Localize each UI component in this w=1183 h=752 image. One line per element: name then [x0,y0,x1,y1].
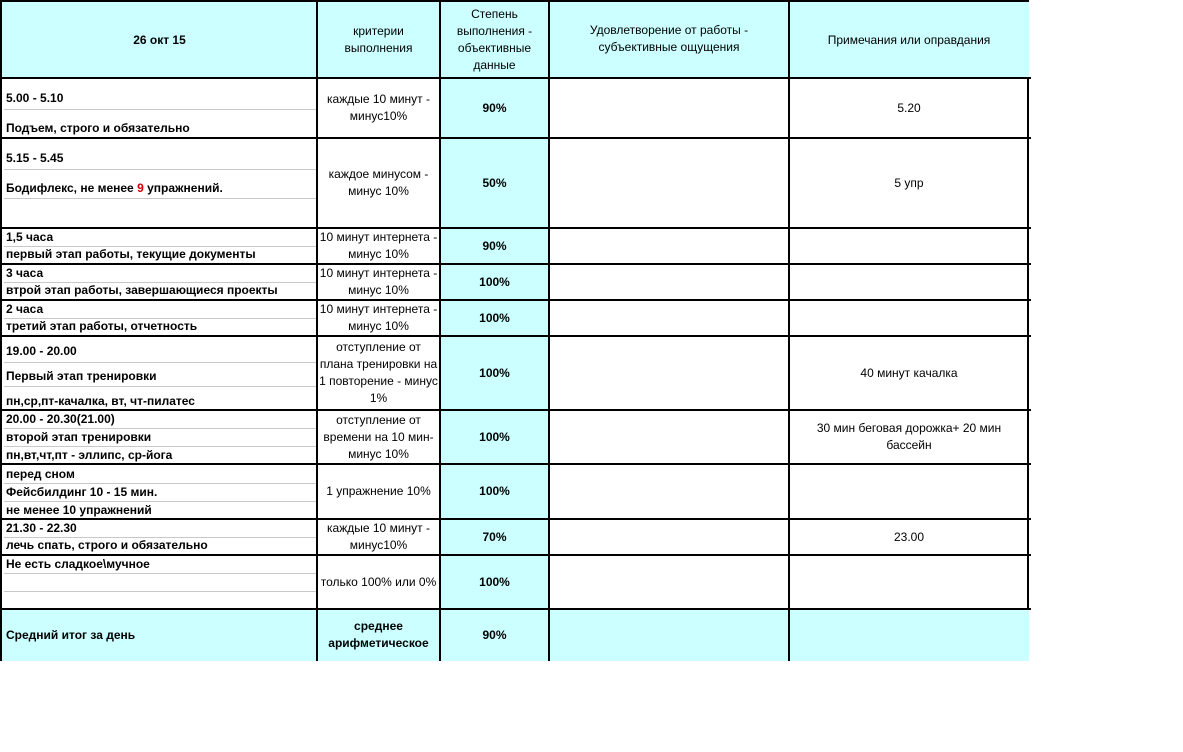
row-border [2,409,1031,411]
header-degree[interactable] [440,2,549,78]
table-row-4-criteria[interactable] [317,264,440,300]
degree-value: 70% [482,529,507,544]
table-row-10-criteria[interactable] [317,555,440,609]
task-line: Первый этап тренировки [6,369,157,383]
footer-label[interactable] [2,609,317,661]
header-criteria-text: критерии выполнения [344,24,413,55]
task-line: 5.15 - 5.45 [6,151,64,165]
header-notes[interactable] [789,2,1029,78]
table-row-8-degree[interactable] [440,464,549,519]
note-text: 5.20 [897,100,921,115]
footer-label-text: Средний итог за день [6,627,136,642]
criteria-text: 10 минут интернета - минус 10% [319,266,438,297]
footer-degree-value: 90% [482,627,507,642]
task-line: 5.00 - 5.10 [6,91,64,105]
table-row-1-note[interactable] [789,78,1029,138]
criteria-text: отступление от времени на 10 мин- минус 10% [323,412,434,461]
criteria-text: каждые 10 минут - минус10% [327,521,430,552]
row-border [2,608,1031,610]
task-line: Фейсбилдинг 10 - 15 мин. [6,485,158,499]
header-date-text: 26 окт 15 [133,32,186,47]
table-row-9-satisfaction[interactable] [549,519,789,555]
degree-value: 90% [482,100,507,115]
table-row-6-degree[interactable] [440,336,549,410]
table-row-5-satisfaction[interactable] [549,300,789,336]
task-line: 21.30 - 22.30 [6,521,77,535]
footer-note[interactable] [789,609,1029,661]
table-row-10-satisfaction[interactable] [549,555,789,609]
table-row-10-degree[interactable] [440,555,549,609]
criteria-text: отступление от плана тренировки на 1 повторение - минус 1% [319,340,438,405]
task-line: 3 часа [6,266,44,280]
table-row-7-degree[interactable] [440,410,549,464]
row-border [2,463,1031,465]
task-line: 2 часа [6,302,44,316]
task-line: Подъем, строго и обязательно [6,121,190,135]
table-row-1-criteria[interactable] [317,78,440,138]
table-row-6-criteria[interactable] [317,336,440,410]
table-row-2-note[interactable] [789,138,1029,228]
table-row-5-degree[interactable] [440,300,549,336]
note-text: 30 мин беговая дорожка+ 20 мин бассейн [816,421,1002,452]
header-date[interactable] [2,2,317,78]
row-border [2,518,1031,520]
table-row-4-satisfaction[interactable] [549,264,789,300]
row-border [2,554,1031,556]
row-border [2,77,1031,79]
task-line: второй этап тренировки [6,430,152,444]
column-divider [548,2,550,661]
header-degree-text: Степень выполнения - объективные данные [456,7,533,72]
table-row-1-task[interactable] [2,78,317,138]
task-line: не менее 10 упражнений [6,503,152,517]
criteria-text: только 100% или 0% [320,574,437,589]
table-row-5-task[interactable] [2,300,317,336]
footer-criteria[interactable] [317,609,440,661]
table-row-4-note[interactable] [789,264,1029,300]
degree-value: 100% [479,274,510,289]
table-row-5-criteria[interactable] [317,300,440,336]
row-border [2,299,1031,301]
table-row-9-degree[interactable] [440,519,549,555]
table-row-1-satisfaction[interactable] [549,78,789,138]
table-row-2-criteria[interactable] [317,138,440,228]
footer-satisfaction[interactable] [549,609,789,661]
table-row-9-task[interactable] [2,519,317,555]
header-notes-text: Примечания или оправдания [827,32,991,47]
row-border [2,263,1031,265]
note-text: 40 минут качалка [860,365,958,380]
criteria-text: 10 минут интернета - минус 10% [319,302,438,333]
degree-value: 100% [479,310,510,325]
row-divider [4,591,316,592]
table-row-8-criteria[interactable] [317,464,440,519]
table-row-9-note[interactable] [789,519,1029,555]
footer-criteria-text: среднее арифметическое [328,619,429,650]
degree-value: 100% [479,484,510,498]
table-row-9-criteria[interactable] [317,519,440,555]
row-divider [4,362,316,363]
header-criteria[interactable] [317,2,440,78]
table-row-6-satisfaction[interactable] [549,336,789,410]
table-row-7-task[interactable] [2,410,317,464]
criteria-text: каждое минусом - минус 10% [328,167,429,198]
row-border [2,137,1031,139]
task-line: 19.00 - 20.00 [6,344,77,358]
task-line: перед сном [6,467,75,481]
table-row-5-note[interactable] [789,300,1029,336]
row-divider [4,198,316,199]
table-row-1-degree[interactable] [440,78,549,138]
task-line: первый этап работы, текущие документы [6,247,256,261]
degree-value: 50% [482,175,507,190]
row-divider [4,169,316,170]
task-line: пн,вт,чт,пт - эллипс, ср-йога [6,448,173,462]
table-row-3-task[interactable] [2,228,317,264]
task-line: Не есть сладкое\мучное [6,557,150,571]
table-row-3-criteria[interactable] [317,228,440,264]
degree-value: 100% [479,365,510,380]
header-satisfaction[interactable] [549,2,789,78]
table-row-6-note[interactable] [789,336,1029,410]
table-row-2-satisfaction[interactable] [549,138,789,228]
table-row-7-criteria[interactable] [317,410,440,464]
task-text: Бодифлекс, не менее [6,181,138,195]
row-divider [4,573,316,574]
table-row-6-task[interactable] [2,336,317,410]
table-row-3-degree[interactable] [440,228,549,264]
row-border [2,227,1031,229]
row-divider [4,386,316,387]
task-text: упражнений. [143,181,223,195]
table-row-10-task[interactable] [2,555,317,609]
table-row-8-task[interactable] [2,464,317,519]
table-row-2-degree[interactable] [440,138,549,228]
task-line [6,180,223,197]
degree-value: 100% [479,429,510,444]
table-row-2-task[interactable] [2,138,317,228]
task-line: 20.00 - 20.30(21.00) [6,412,115,426]
column-divider [316,2,318,661]
table-row-4-task[interactable] [2,264,317,300]
task-line: пн,ср,пт-качалка, вт, чт-пилатес [6,394,195,408]
table-row-7-satisfaction[interactable] [549,410,789,464]
highlight-number: 9 [137,181,144,195]
degree-value: 90% [482,238,507,253]
header-satisfaction-text: Удовлетворение от работы - субъективные ощущения [589,23,749,54]
table-row-8-satisfaction[interactable] [549,464,789,519]
footer-degree[interactable] [440,609,549,661]
table-row-3-note[interactable] [789,228,1029,264]
note-text: 5 упр [894,175,924,190]
table-row-10-note[interactable] [789,555,1029,609]
table-row-7-note[interactable] [789,410,1029,464]
note-text: 23.00 [893,529,925,544]
column-divider [788,2,790,661]
task-line: третий этап работы, отчетность [6,319,198,333]
task-line: лечь спать, строго и обязательно [6,538,208,552]
row-divider [4,109,316,110]
row-border [2,335,1031,337]
task-line: 1,5 часа [6,230,54,244]
criteria-text: 10 минут интернета - минус 10% [319,230,438,261]
criteria-text: каждые 10 минут - минус10% [327,92,430,123]
task-line: втрой этап работы, завершающиеся проекты [6,283,278,297]
criteria-text: 1 упражнение 10% [326,484,431,498]
table-row-4-degree[interactable] [440,264,549,300]
column-divider [439,2,441,661]
degree-value: 100% [479,574,510,589]
table-row-3-satisfaction[interactable] [549,228,789,264]
table-row-8-note[interactable] [789,464,1029,519]
